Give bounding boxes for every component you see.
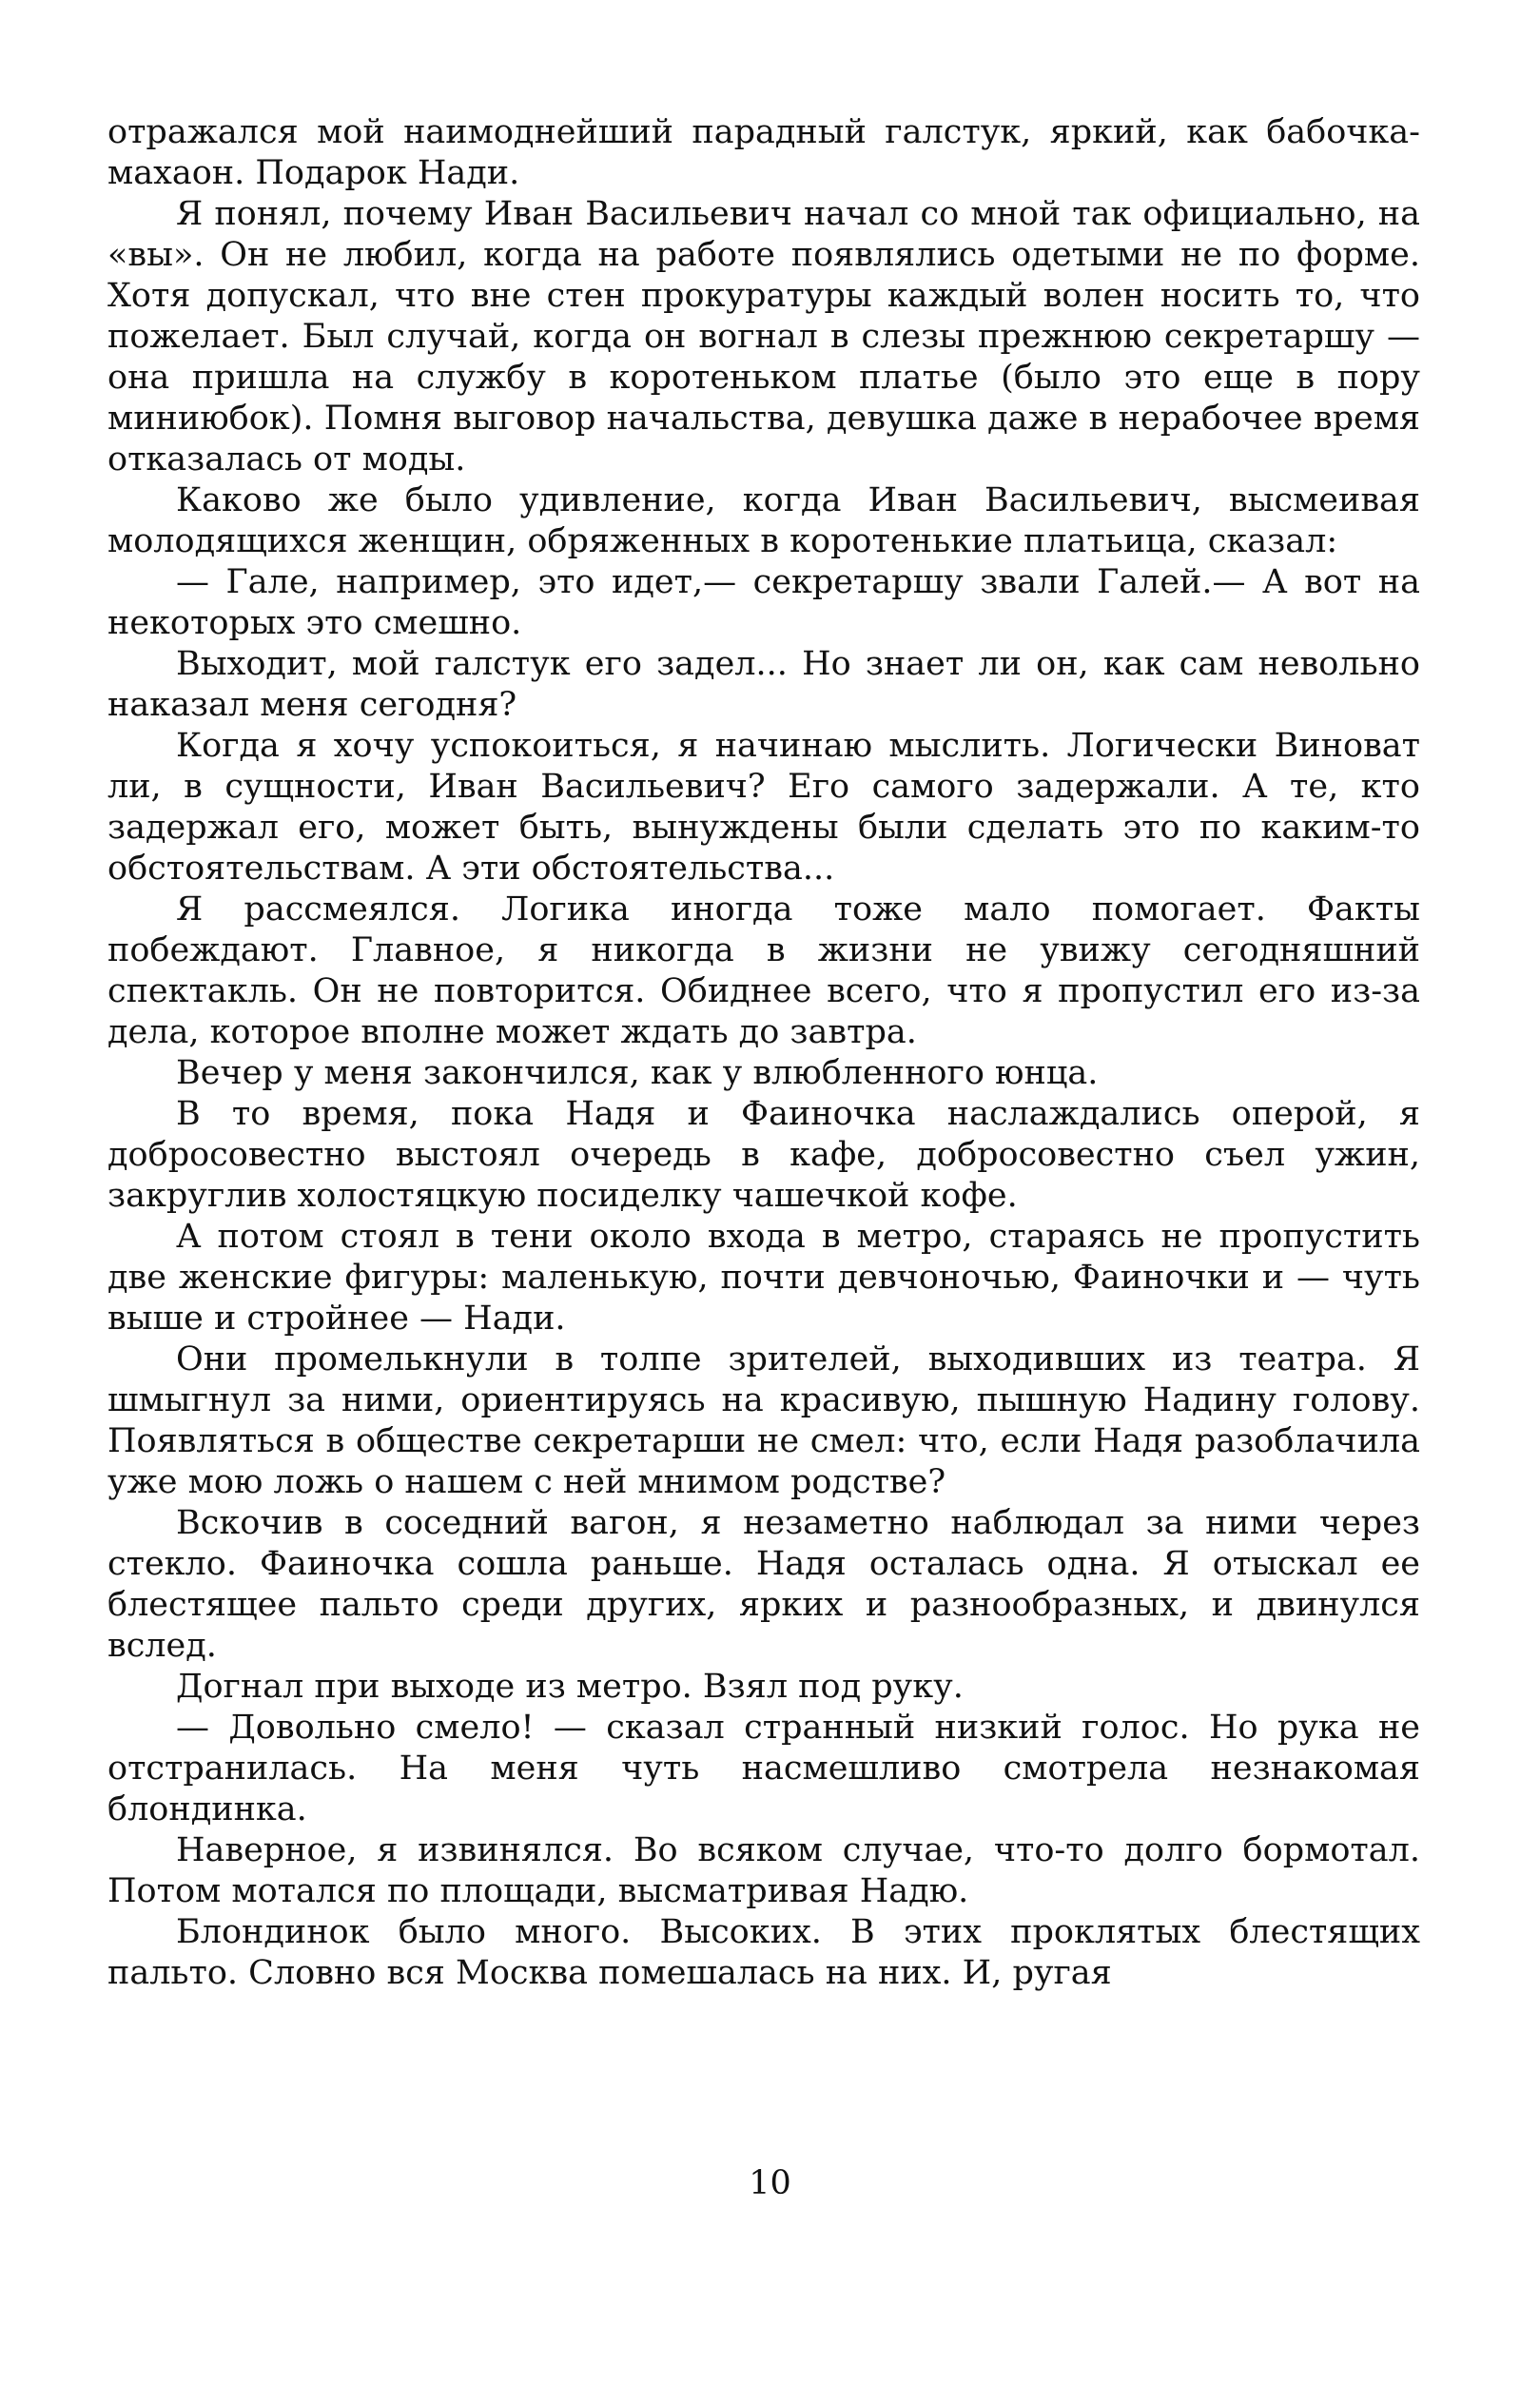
paragraph-11: Они промелькнули в толпе зрителей, выходивших из театра. Я шмыгнул за ними, ориентируясь на красивую, пышную Надину голову. Появляться в обществе секретарши не смел: что, если Надя разоблачила уже мою ложь о нашем с ней мнимом родстве? — [107, 1340, 1420, 1501]
paragraph-4: — Гале, например, это идет,— секретаршу звали Галей.— А вот на некоторых это смешно. — [107, 563, 1420, 642]
paragraph-8: Вечер у меня закончился, как у влюбленного юнца. — [176, 1054, 1099, 1092]
paragraph-3: Каково же было удивление, когда Иван Васильевич, высмеивая молодящихся женщин, обряженных в коротенькие платьица, сказал: — [107, 481, 1420, 560]
paragraph-10: А потом стоял в тени около входа в метро, стараясь не пропустить две женские фигуры: маленькую, почти девчоночью, Фаиночки и — чуть выше и стройнее — Нади. — [107, 1218, 1420, 1338]
paragraph-9: В то время, пока Надя и Фаиночка наслаждались оперой, я добросовестно выстоял очередь в кафе, добросовестно съел ужин, закруглив холостяцкую посиделку чашечкой кофе. — [107, 1095, 1420, 1215]
paragraph-7: Я рассмеялся. Логика иногда тоже мало помогает. Факты побеждают. Главное, я никогда в жизни не увижу сегодняшний спектакль. Он не повторится. Обиднее всего, что я пропустил его из-за дела, которое вполне может ждать до завтра. — [107, 890, 1420, 1051]
paragraph-2: Я понял, почему Иван Васильевич начал со мной так официально, на «вы». Он не любил, когда на работе появлялись одетыми не по форме. Хотя допускал, что вне стен прокуратуры каждый волен носить то, что пожелает. Был случай, когда он вогнал в слезы прежнюю секретаршу — она пришла на службу в коротеньком платье (было это еще в пору миниюбок). Помня выговор начальства, девушка даже в нерабочее время отказалась от моды. — [107, 195, 1420, 479]
paragraph-1: отражался мой наимоднейший парадный галстук, яркий, как бабочка-махаон. Подарок Нади. — [107, 113, 1420, 192]
paragraph-15: Наверное, я извинялся. Во всяком случае, что-то долго бормотал. Потом мотался по площади, высматривая Надю. — [107, 1831, 1420, 1910]
page-body — [107, 112, 1420, 1994]
paragraph-5: Выходит, мой галстук его задел... Но знает ли он, как сам невольно наказал меня сегодня? — [107, 645, 1420, 724]
paragraph-14: — Довольно смело! — сказал странный низкий голос. Но рука не отстранилась. На меня чуть насмешливо смотрела незнакомая блондинка. — [107, 1709, 1420, 1828]
paragraph-6: Когда я хочу успокоиться, я начинаю мыслить. Логически Виноват ли, в сущности, Иван Васильевич? Его самого задержали. А те, кто задержал его, может быть, вынуждены были сделать это по каким-то обстоятельствам. А эти обстоятельства... — [107, 727, 1420, 888]
page-number: 10 — [749, 2164, 791, 2202]
paragraph-12: Вскочив в соседний вагон, я незаметно наблюдал за ними через стекло. Фаиночка сошла раньше. Надя осталась одна. Я отыскал ее блестящее пальто среди других, ярких и разнообразных, и двинулся вслед. — [107, 1504, 1420, 1665]
paragraph-16: Блондинок было много. Высоких. В этих проклятых блестящих пальто. Словно вся Москва помешалась на них. И, ругая — [107, 1913, 1420, 1992]
paragraph-13: Догнал при выходе из метро. Взял под руку. — [176, 1668, 964, 1706]
